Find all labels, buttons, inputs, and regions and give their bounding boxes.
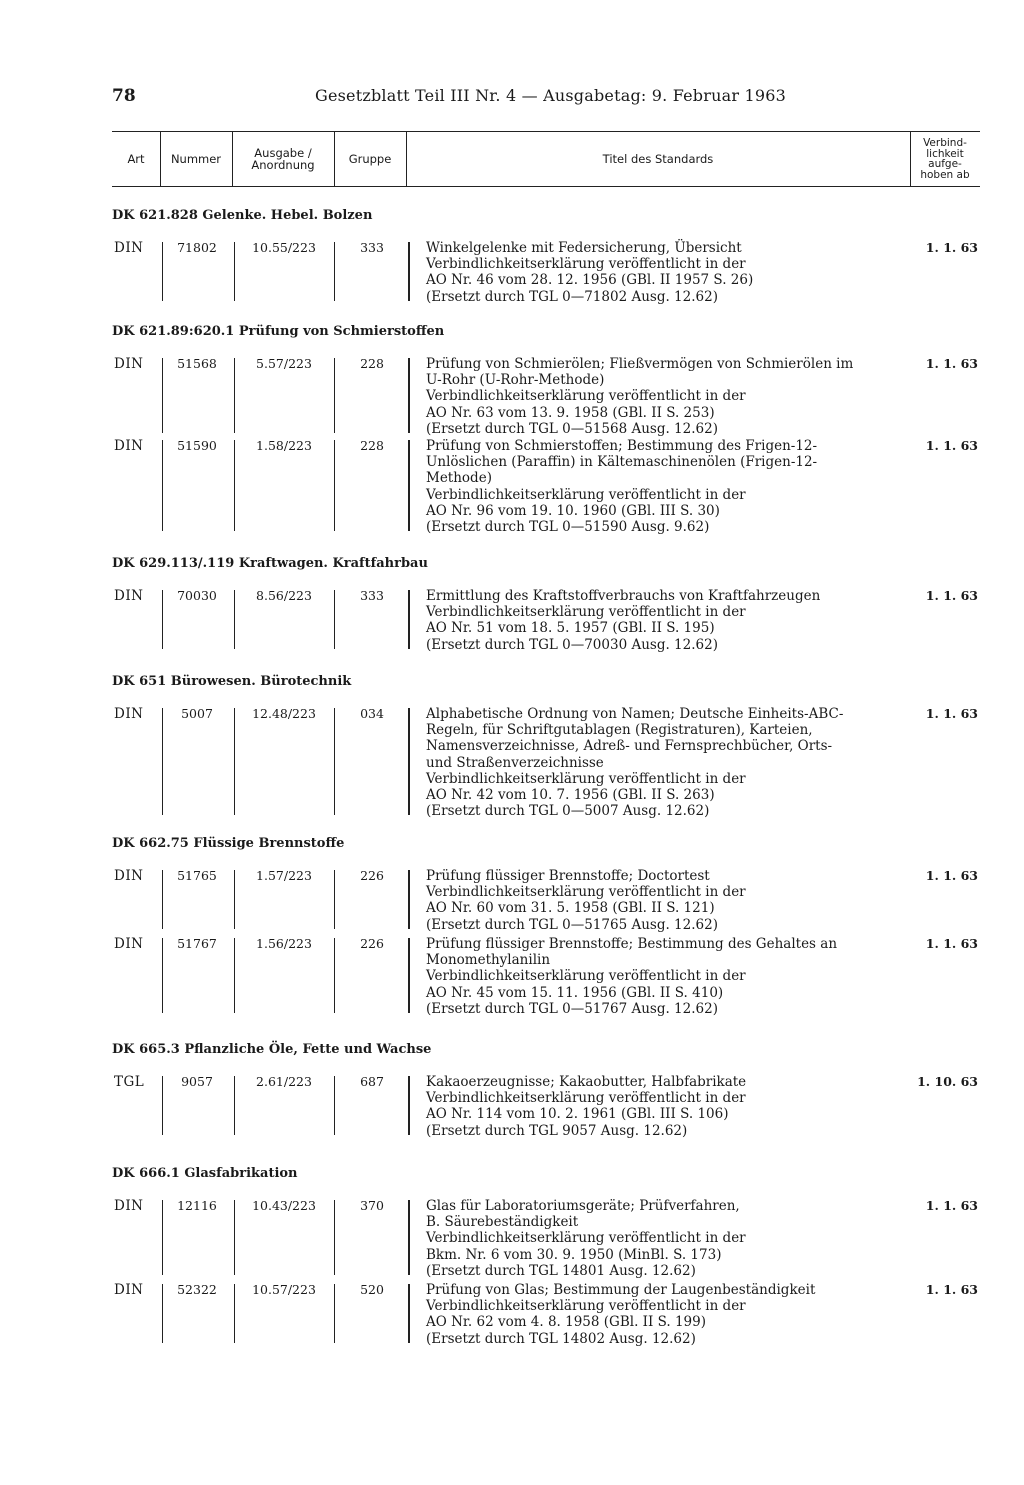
entry-title-line: Verbindlichkeitserklärung veröffentlicht in der xyxy=(426,388,746,405)
col-header-verb-line4: hoben ab xyxy=(920,168,970,181)
entry-ausgabe: 1.56/223 xyxy=(256,936,312,951)
entry-ausgabe: 10.57/223 xyxy=(252,1282,316,1297)
col-header-gruppe: Gruppe xyxy=(334,132,407,186)
standard-entry xyxy=(112,936,980,1017)
entry-gruppe: 333 xyxy=(360,240,384,255)
entry-title-line: Verbindlichkeitserklärung veröffentlicht in der xyxy=(426,1230,746,1247)
entry-title-line: (Ersetzt durch TGL 0—51767 Ausg. 12.62) xyxy=(426,1000,718,1017)
standard-entry xyxy=(112,356,980,437)
entry-art: DIN xyxy=(114,868,144,884)
entry-title-line: AO Nr. 114 vom 10. 2. 1961 (GBl. III S. 106) xyxy=(426,1106,729,1123)
entry-title-line: Verbindlichkeitserklärung veröffentlicht in der xyxy=(426,884,746,901)
entry-art: DIN xyxy=(114,936,144,952)
entry-title-line: AO Nr. 60 vom 31. 5. 1958 (GBl. II S. 121) xyxy=(426,900,715,917)
column-rule xyxy=(334,1076,335,1135)
section-title: DK 621.828 Gelenke. Hebel. Bolzen xyxy=(112,208,373,223)
column-rule xyxy=(408,358,410,433)
entry-title-line: AO Nr. 51 vom 18. 5. 1957 (GBl. II S. 195) xyxy=(426,620,715,637)
entry-title-line: AO Nr. 96 vom 19. 10. 1960 (GBl. III S. 30) xyxy=(426,502,720,519)
column-rule xyxy=(234,938,235,1013)
entry-title-line: (Ersetzt durch TGL 0—51590 Ausg. 9.62) xyxy=(426,519,710,536)
entry-nummer: 9057 xyxy=(181,1074,213,1089)
col-header-nummer: Nummer xyxy=(160,132,233,186)
entry-title-line: Verbindlichkeitserklärung veröffentlicht in der xyxy=(426,604,746,621)
column-rule xyxy=(162,870,163,929)
entry-nummer: 51767 xyxy=(177,936,217,951)
column-rule xyxy=(408,938,410,1013)
entry-nummer: 5007 xyxy=(181,706,213,721)
entry-verbindlichkeit-date: 1. 10. 63 xyxy=(917,1074,978,1089)
entry-ausgabe: 10.43/223 xyxy=(252,1198,316,1213)
entry-title-line: Monomethylanilin xyxy=(426,952,551,969)
entry-art: DIN xyxy=(114,438,144,454)
entry-title-line: (Ersetzt durch TGL 0—71802 Ausg. 12.62) xyxy=(426,288,718,305)
entry-gruppe: 520 xyxy=(360,1282,384,1297)
entry-gruppe: 228 xyxy=(360,356,384,371)
entry-nummer: 71802 xyxy=(177,240,217,255)
entry-title-line: Verbindlichkeitserklärung veröffentlicht in der xyxy=(426,770,746,787)
entry-title-line: Kakaoerzeugnisse; Kakaobutter, Halbfabrikate xyxy=(426,1074,747,1090)
entry-art: DIN xyxy=(114,1198,144,1214)
entry-ausgabe: 2.61/223 xyxy=(256,1074,312,1089)
entry-verbindlichkeit-date: 1. 1. 63 xyxy=(925,438,978,453)
page-number: 78 xyxy=(112,86,136,106)
entry-ausgabe: 1.58/223 xyxy=(256,438,312,453)
entry-gruppe: 226 xyxy=(360,868,384,883)
entry-title xyxy=(426,1074,908,1139)
entry-gruppe: 333 xyxy=(360,588,384,603)
standard-entry xyxy=(112,1074,980,1139)
entry-nummer: 12116 xyxy=(177,1198,217,1213)
entry-title-line: Glas für Laboratoriumsgeräte; Prüfverfahren, xyxy=(426,1198,740,1214)
entry-gruppe: 228 xyxy=(360,438,384,453)
column-rule xyxy=(408,1076,410,1135)
entry-verbindlichkeit-date: 1. 1. 63 xyxy=(925,240,978,255)
entry-title-line: (Ersetzt durch TGL 0—51765 Ausg. 12.62) xyxy=(426,916,718,933)
column-rule xyxy=(408,242,410,301)
column-rule xyxy=(334,242,335,301)
entry-verbindlichkeit-date: 1. 1. 63 xyxy=(925,936,978,951)
column-rule xyxy=(334,1200,335,1275)
entry-nummer: 52322 xyxy=(177,1282,217,1297)
col-header-verb-line2: lichkeit xyxy=(926,147,964,160)
column-rule xyxy=(408,708,410,815)
column-rule xyxy=(234,1284,235,1343)
column-rule xyxy=(334,590,335,649)
column-rule xyxy=(234,708,235,815)
section-title: DK 621.89:620.1 Prüfung von Schmierstoffen xyxy=(112,324,445,339)
entry-nummer: 51590 xyxy=(177,438,217,453)
standard-entry xyxy=(112,706,980,819)
entry-title xyxy=(426,438,908,535)
entry-art: DIN xyxy=(114,706,144,722)
entry-title-line: AO Nr. 46 vom 28. 12. 1956 (GBl. II 1957 S. 26) xyxy=(426,272,754,289)
column-rule xyxy=(408,870,410,929)
col-header-verb-line3: aufge- xyxy=(928,158,962,170)
column-rule xyxy=(162,358,163,433)
column-rule xyxy=(162,440,163,531)
entry-nummer: 51568 xyxy=(177,356,217,371)
entry-title-line: Alphabetische Ordnung von Namen; Deutsche Einheits-ABC- xyxy=(426,706,844,722)
entry-ausgabe: 8.56/223 xyxy=(256,588,312,603)
entry-title-line: (Ersetzt durch TGL 9057 Ausg. 12.62) xyxy=(426,1122,688,1139)
entry-gruppe: 034 xyxy=(360,706,384,721)
entry-nummer: 70030 xyxy=(177,588,217,603)
entry-title-line: (Ersetzt durch TGL 0—51568 Ausg. 12.62) xyxy=(426,420,718,437)
entry-title-line: AO Nr. 42 vom 10. 7. 1956 (GBl. II S. 263) xyxy=(426,787,715,804)
column-rule xyxy=(162,1200,163,1275)
column-rule xyxy=(234,242,235,301)
entry-title-line: Prüfung von Glas; Bestimmung der Laugenbeständigkeit xyxy=(426,1282,816,1298)
section-title: DK 662.75 Flüssige Brennstoffe xyxy=(112,836,345,851)
column-rule xyxy=(334,1284,335,1343)
column-rule xyxy=(162,938,163,1013)
col-header-titel: Titel des Standards xyxy=(406,132,911,186)
entry-ausgabe: 12.48/223 xyxy=(252,706,316,721)
standard-entry xyxy=(112,438,980,535)
entry-title-line: Verbindlichkeitserklärung veröffentlicht in der xyxy=(426,1298,746,1315)
standard-entry xyxy=(112,868,980,933)
entry-title-line: Verbindlichkeitserklärung veröffentlicht in der xyxy=(426,486,746,503)
col-header-ausgabe-line2: Anordnung xyxy=(251,158,315,172)
entry-title-line: Verbindlichkeitserklärung veröffentlicht in der xyxy=(426,256,746,273)
column-rule xyxy=(234,1200,235,1275)
entry-ausgabe: 5.57/223 xyxy=(256,356,312,371)
column-rule xyxy=(162,708,163,815)
column-rule xyxy=(334,870,335,929)
entry-title-line: (Ersetzt durch TGL 14802 Ausg. 12.62) xyxy=(426,1330,696,1347)
entry-title-line: Winkelgelenke mit Federsicherung, Übersicht xyxy=(426,240,742,256)
entry-title-line: Prüfung flüssiger Brennstoffe; Bestimmung des Gehaltes an xyxy=(426,936,838,952)
column-rule xyxy=(334,938,335,1013)
entry-title-line: AO Nr. 63 vom 13. 9. 1958 (GBl. II S. 253) xyxy=(426,404,715,421)
entry-verbindlichkeit-date: 1. 1. 63 xyxy=(925,588,978,603)
entry-title-line: AO Nr. 45 vom 15. 11. 1956 (GBl. II S. 410) xyxy=(426,984,724,1001)
column-rule xyxy=(162,590,163,649)
standard-entry xyxy=(112,588,980,653)
entry-gruppe: 687 xyxy=(360,1074,384,1089)
entry-title-line: Prüfung von Schmierölen; Fließvermögen von Schmierölen im xyxy=(426,356,854,372)
entry-title xyxy=(426,1198,908,1279)
column-header-row xyxy=(112,131,980,187)
entry-title-line: Unlöslichen (Paraffin) in Kältemaschinenölen (Frigen-12- xyxy=(426,454,818,471)
entry-title-line: Prüfung flüssiger Brennstoffe; Doctortest xyxy=(426,868,710,884)
entry-title-line: und Straßenverzeichnisse xyxy=(426,754,604,771)
col-header-verb-line1: Verbind- xyxy=(923,137,967,149)
col-header-art: Art xyxy=(112,132,161,186)
column-rule xyxy=(234,440,235,531)
entry-verbindlichkeit-date: 1. 1. 63 xyxy=(925,1198,978,1213)
column-rule xyxy=(408,1200,410,1275)
page-title: Gesetzblatt Teil III Nr. 4 — Ausgabetag: 9. Februar 1963 xyxy=(315,86,786,105)
entry-title-line: U-Rohr (U-Rohr-Methode) xyxy=(426,372,605,389)
entry-ausgabe: 10.55/223 xyxy=(252,240,316,255)
col-header-verbindlichkeit xyxy=(910,132,980,186)
column-rule xyxy=(408,440,410,531)
entry-title-line: Regeln, für Schriftgutablagen (Registraturen), Karteien, xyxy=(426,722,813,739)
standard-entry xyxy=(112,1198,980,1279)
entry-title-line: Methode) xyxy=(426,470,492,487)
column-rule xyxy=(162,242,163,301)
entry-gruppe: 370 xyxy=(360,1198,384,1213)
column-rule xyxy=(162,1076,163,1135)
page-header xyxy=(112,86,982,112)
column-rule xyxy=(334,708,335,815)
entry-title-line: Prüfung von Schmierstoffen; Bestimmung des Frigen-12- xyxy=(426,438,818,454)
section-title: DK 651 Bürowesen. Bürotechnik xyxy=(112,674,352,689)
column-rule xyxy=(234,590,235,649)
entry-title-line: AO Nr. 62 vom 4. 8. 1958 (GBl. II S. 199) xyxy=(426,1314,706,1331)
column-rule xyxy=(234,1076,235,1135)
entry-verbindlichkeit-date: 1. 1. 63 xyxy=(925,356,978,371)
entry-title xyxy=(426,240,908,305)
entry-gruppe: 226 xyxy=(360,936,384,951)
entry-title-line: Verbindlichkeitserklärung veröffentlicht in der xyxy=(426,968,746,985)
entry-title xyxy=(426,356,908,437)
column-rule xyxy=(334,358,335,433)
entry-title-line: (Ersetzt durch TGL 0—5007 Ausg. 12.62) xyxy=(426,803,710,820)
column-rule xyxy=(162,1284,163,1343)
entry-title-line: Namensverzeichnisse, Adreß- und Fernsprechbücher, Orts- xyxy=(426,738,833,755)
entry-art: TGL xyxy=(114,1074,145,1090)
section-title: DK 665.3 Pflanzliche Öle, Fette und Wachse xyxy=(112,1042,432,1057)
entry-title xyxy=(426,936,908,1017)
section-title: DK 629.113/.119 Kraftwagen. Kraftfahrbau xyxy=(112,556,428,571)
col-header-ausgabe-line1: Ausgabe / xyxy=(254,145,312,160)
standard-entry xyxy=(112,240,980,305)
entry-art: DIN xyxy=(114,240,144,256)
column-rule xyxy=(408,1284,410,1343)
section-title: DK 666.1 Glasfabrikation xyxy=(112,1166,298,1181)
entry-art: DIN xyxy=(114,1282,144,1298)
column-rule xyxy=(234,870,235,929)
column-rule xyxy=(234,358,235,433)
entry-title-line: Verbindlichkeitserklärung veröffentlicht in der xyxy=(426,1090,746,1107)
entry-title-line: B. Säurebeständigkeit xyxy=(426,1214,579,1231)
entry-title xyxy=(426,1282,908,1347)
entry-verbindlichkeit-date: 1. 1. 63 xyxy=(925,868,978,883)
entry-verbindlichkeit-date: 1. 1. 63 xyxy=(925,706,978,721)
standard-entry xyxy=(112,1282,980,1347)
entry-title-line: Bkm. Nr. 6 vom 30. 9. 1950 (MinBl. S. 173) xyxy=(426,1246,722,1263)
column-rule xyxy=(334,440,335,531)
entry-title xyxy=(426,706,908,819)
entry-ausgabe: 1.57/223 xyxy=(256,868,312,883)
entry-title-line: (Ersetzt durch TGL 0—70030 Ausg. 12.62) xyxy=(426,636,718,653)
entry-art: DIN xyxy=(114,588,144,604)
entry-title xyxy=(426,588,908,653)
column-rule xyxy=(408,590,410,649)
entry-title-line: (Ersetzt durch TGL 14801 Ausg. 12.62) xyxy=(426,1262,696,1279)
col-header-ausgabe xyxy=(232,132,335,186)
entry-title xyxy=(426,868,908,933)
entry-verbindlichkeit-date: 1. 1. 63 xyxy=(925,1282,978,1297)
entry-art: DIN xyxy=(114,356,144,372)
entry-nummer: 51765 xyxy=(177,868,217,883)
entry-title-line: Ermittlung des Kraftstoffverbrauchs von Kraftfahrzeugen xyxy=(426,588,821,604)
